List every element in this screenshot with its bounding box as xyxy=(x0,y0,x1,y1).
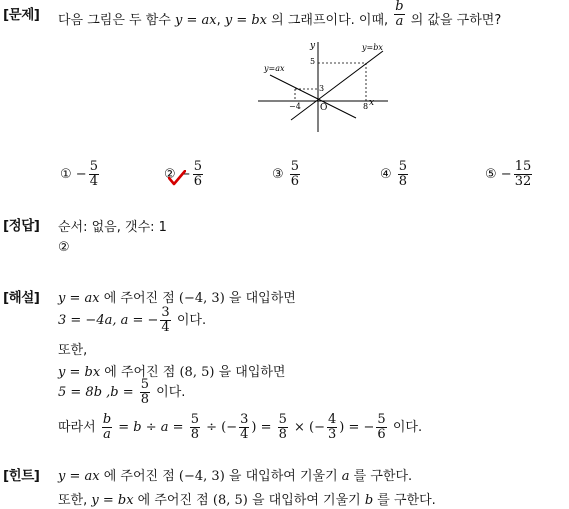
expl-l1-text: 에 주어진 점 xyxy=(99,291,179,306)
explanation-line-1 xyxy=(58,287,296,306)
expl-l6-frac5 xyxy=(327,413,337,442)
expl-l6-frac1 xyxy=(102,413,112,442)
choice-4-num: 5 xyxy=(398,159,408,174)
hint-l2-lead: 또한, xyxy=(58,493,92,508)
expl-l6-frac2 xyxy=(190,413,200,442)
problem-tag: [문제] xyxy=(3,7,40,23)
expl-l6-e: × (− xyxy=(289,420,326,435)
choice-1[interactable] xyxy=(60,160,101,189)
choice-4-den: 8 xyxy=(398,174,408,189)
expl-l6-f4n: 5 xyxy=(278,412,287,427)
choice-4-fraction xyxy=(398,160,408,189)
choice-5-den: 32 xyxy=(514,174,532,189)
expl-l6-f2n: 5 xyxy=(190,412,199,427)
expl-l4-end: 을 대입하면 xyxy=(214,365,286,380)
expl-l6-f: ) = − xyxy=(339,420,375,435)
fraction-numerator: b xyxy=(395,0,404,14)
answer-text: 순서: 없음, 갯수: 1 xyxy=(58,220,167,235)
expl-l2-eq: 3 = −4a, a = − xyxy=(58,313,159,328)
problem-text-mid: 의 그래프이다. 이때, xyxy=(267,13,393,28)
expl-l6-frac4 xyxy=(278,413,288,442)
expl-l2-end: 이다. xyxy=(172,313,207,328)
expl-l5-end: 이다. xyxy=(152,385,186,400)
expl-l6-d: ) = xyxy=(251,420,276,435)
choice-3-mark: ③ xyxy=(272,167,284,182)
x-axis-label: x xyxy=(369,98,375,108)
choice-4[interactable] xyxy=(380,160,410,189)
tick-neg4: −4 xyxy=(289,102,301,111)
expl-l5-den: 8 xyxy=(140,392,150,407)
explanation-line-2 xyxy=(58,306,206,335)
choice-3[interactable] xyxy=(272,160,302,189)
y-axis-label: y xyxy=(310,41,316,51)
choice-1-num: 5 xyxy=(89,159,98,174)
function-bx: y = bx xyxy=(224,13,268,28)
choice-4-mark: ④ xyxy=(380,167,392,182)
choice-1-den: 4 xyxy=(89,174,98,189)
expl-l4-func: y = bx xyxy=(58,365,101,380)
choice-3-fraction xyxy=(290,160,300,189)
expl-l6-f3d: 4 xyxy=(240,427,249,442)
choice-2-den: 6 xyxy=(193,174,202,189)
problem-text: 다음 그림은 두 함수 xyxy=(58,13,175,28)
expl-l5-eq: 5 = 8b ,b = xyxy=(58,385,138,400)
choice-5[interactable] xyxy=(485,160,534,189)
expl-l6-c: ÷ (− xyxy=(201,420,238,435)
hint-tag: [힌트] xyxy=(3,468,40,484)
line-y-bx xyxy=(291,51,383,120)
expl-l6-f6n: 5 xyxy=(377,412,386,427)
tick-8: 8 xyxy=(363,102,369,111)
answer-tag: [정답] xyxy=(3,218,40,234)
tick-5: 5 xyxy=(310,57,316,66)
expl-l4-text: 에 주어진 점 xyxy=(100,365,180,380)
expl-l2-num: 3 xyxy=(161,305,170,320)
choice-5-mark: ⑤ xyxy=(485,167,497,182)
check-mark-icon xyxy=(168,170,186,186)
hint-l2-func: y = bx xyxy=(91,493,134,508)
problem-question: 의 값을 구하면? xyxy=(406,13,502,28)
hint-line-1 xyxy=(58,465,412,484)
answer-value: ② xyxy=(58,240,70,255)
hint-l1-text: 에 주어진 점 xyxy=(99,469,179,484)
expl-l6-f1n: b xyxy=(102,412,112,427)
hint-l2-point: (8, 5) xyxy=(212,493,248,508)
problem-comma: , xyxy=(216,13,225,28)
expl-l6-frac3 xyxy=(239,413,249,442)
expl-l6-f2d: 8 xyxy=(190,427,199,442)
expl-l1-func: y = ax xyxy=(58,291,100,306)
origin-label: O xyxy=(320,103,328,113)
hint-l2-text: 에 주어진 점 xyxy=(133,493,213,508)
expl-l2-fraction xyxy=(160,306,170,335)
hint-l1-point: (−4, 3) xyxy=(178,469,225,484)
choice-3-num: 5 xyxy=(290,159,300,174)
choice-1-fraction xyxy=(89,160,99,189)
choice-5-num: 15 xyxy=(514,159,532,174)
hint-l2-var: b xyxy=(364,493,374,508)
hint-line-2 xyxy=(58,489,436,508)
choice-1-mark: ① xyxy=(60,167,72,182)
label-y-ax: y=ax xyxy=(264,64,285,73)
fraction-b-over-a xyxy=(394,0,404,29)
function-graph xyxy=(258,38,388,134)
hint-l2-end: 를 구한다. xyxy=(373,493,436,508)
problem-statement xyxy=(58,0,502,35)
expl-l1-end: 을 대입하면 xyxy=(224,291,296,306)
hint-l1-var: a xyxy=(341,469,350,484)
choice-2-fraction xyxy=(193,160,203,189)
expl-l6-f3n: 3 xyxy=(240,412,249,427)
tick-3: 3 xyxy=(319,84,325,93)
hint-l1-func: y = ax xyxy=(58,469,100,484)
expl-l6-f5d: 3 xyxy=(328,427,337,442)
choice-2[interactable] xyxy=(164,160,205,189)
expl-l6-b: = b ÷ a = xyxy=(114,420,188,435)
expl-l6-end: 이다. xyxy=(388,420,423,435)
fraction-denominator: a xyxy=(395,14,404,29)
choice-2-mark: ② xyxy=(164,167,176,182)
expl-l6-f5n: 4 xyxy=(328,412,337,427)
choice-5-fraction xyxy=(514,160,533,189)
explanation-line-3: 또한, xyxy=(58,343,88,358)
function-ax: y = ax xyxy=(175,13,217,28)
expl-l6-f1d: a xyxy=(103,427,111,442)
choice-1-sign: − xyxy=(75,167,87,182)
choice-2-num: 5 xyxy=(193,159,202,174)
hint-l1-end: 를 구한다. xyxy=(349,469,413,484)
label-y-bx: y=bx xyxy=(362,43,383,52)
explanation-line-6 xyxy=(58,413,422,442)
expl-l5-fraction xyxy=(140,378,150,407)
hint-l1-mid: 을 대입하여 기울기 xyxy=(224,469,342,484)
choice-3-den: 6 xyxy=(290,174,300,189)
expl-l6-f4d: 8 xyxy=(278,427,287,442)
expl-l6-f6d: 6 xyxy=(377,427,386,442)
expl-l1-point: (−4, 3) xyxy=(178,291,225,306)
explanation-tag: [해설] xyxy=(3,290,40,306)
expl-l6-lead: 따라서 xyxy=(58,420,100,435)
hint-l2-mid: 을 대입하여 기울기 xyxy=(247,493,365,508)
choice-5-sign: − xyxy=(500,167,512,182)
expl-l5-num: 5 xyxy=(140,377,150,392)
explanation-line-5 xyxy=(58,378,185,407)
expl-l2-den: 4 xyxy=(161,320,170,335)
choice-2-sign: − xyxy=(179,167,191,182)
expl-l4-point: (8, 5) xyxy=(179,365,215,380)
expl-l6-frac6 xyxy=(376,413,386,442)
